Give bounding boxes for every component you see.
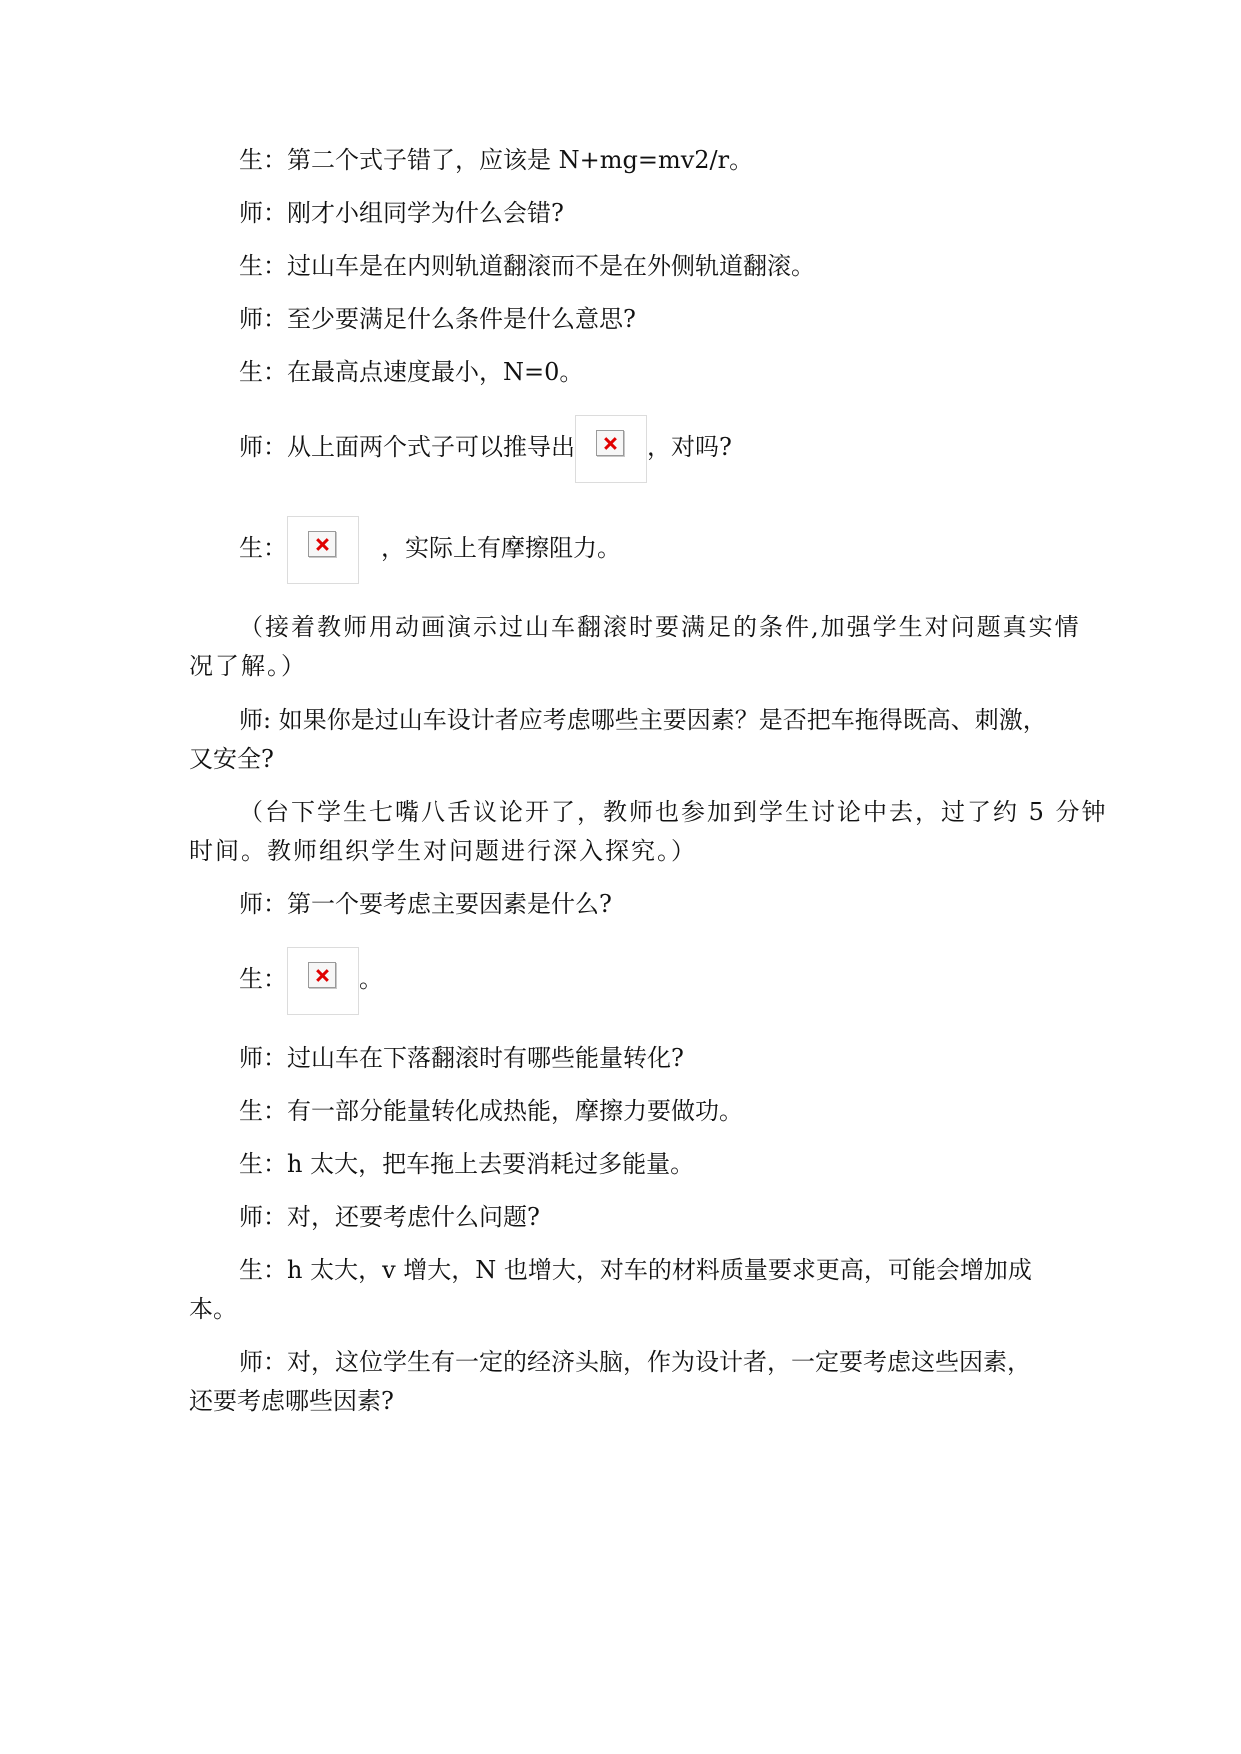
paragraph-7-before: 生： [239,534,287,562]
paragraph-13: 师：过山车在下落翻滚时有哪些能量转化? [239,1044,684,1072]
paragraph-17-line-1: 生：h 太大，v 增大，N 也增大，对车的材料质量要求更高，可能会增加成 [239,1256,1032,1284]
paragraph-16: 师：对，还要考虑什么问题? [239,1203,540,1231]
paragraph-6 [239,413,1069,483]
paragraph-18-line-2: 还要考虑哪些因素? [189,1387,394,1415]
paragraph-6-after: ，对吗? [647,433,732,461]
broken-image-placeholder [575,415,647,483]
broken-image-placeholder [287,516,359,584]
paragraph-10-line-2: 时间。教师组织学生对问题进行深入探究。） [189,837,697,865]
paragraph-14: 生：有一部分能量转化成热能，摩擦力要做功。 [239,1097,743,1125]
paragraph-12-before: 生： [239,965,287,993]
paragraph-12-after: 。 [359,965,383,993]
paragraph-3: 生：过山车是在内则轨道翻滚而不是在外侧轨道翻滚。 [239,252,815,280]
paragraph-7-after: ，实际上有摩擦阻力。 [381,534,621,562]
paragraph-10-line-1: （台下学生七嘴八舌议论开了，教师也参加到学生讨论中去，过了约 5 分钟 [239,798,1108,826]
paragraph-1: 生：第二个式子错了，应该是 N+mg=mv2/r。 [239,146,754,174]
paragraph-9-line-1: 师: 如果你是过山车设计者应考虑哪些主要因素？是否把车拖得既高、刺激， [239,706,1047,734]
paragraph-5: 生：在最高点速度最小，N=0。 [239,358,584,386]
paragraph-18-line-1: 师：对，这位学生有一定的经济头脑，作为设计者，一定要考虑这些因素， [239,1348,1031,1376]
paragraph-7 [239,514,1069,584]
paragraph-8-line-1: （接着教师用动画演示过山车翻滚时要满足的条件,加强学生对问题真实情 [239,613,1081,641]
paragraph-2: 师：刚才小组同学为什么会错? [239,199,564,227]
broken-image-placeholder [287,947,359,1015]
paragraph-12 [239,945,1069,1015]
paragraph-8-line-2: 况了解。） [189,652,307,680]
paragraph-11: 师：第一个要考虑主要因素是什么? [239,890,612,918]
paragraph-4: 师：至少要满足什么条件是什么意思? [239,305,636,333]
paragraph-15: 生：h 太大，把车拖上去要消耗过多能量。 [239,1150,695,1178]
broken-image-icon [308,962,336,988]
paragraph-17-line-2: 本。 [189,1295,237,1323]
paragraph-9-line-2: 又安全? [189,745,274,773]
broken-image-icon [596,430,624,456]
broken-image-icon [308,531,336,557]
paragraph-6-before: 师：从上面两个式子可以推导出 [239,433,575,461]
